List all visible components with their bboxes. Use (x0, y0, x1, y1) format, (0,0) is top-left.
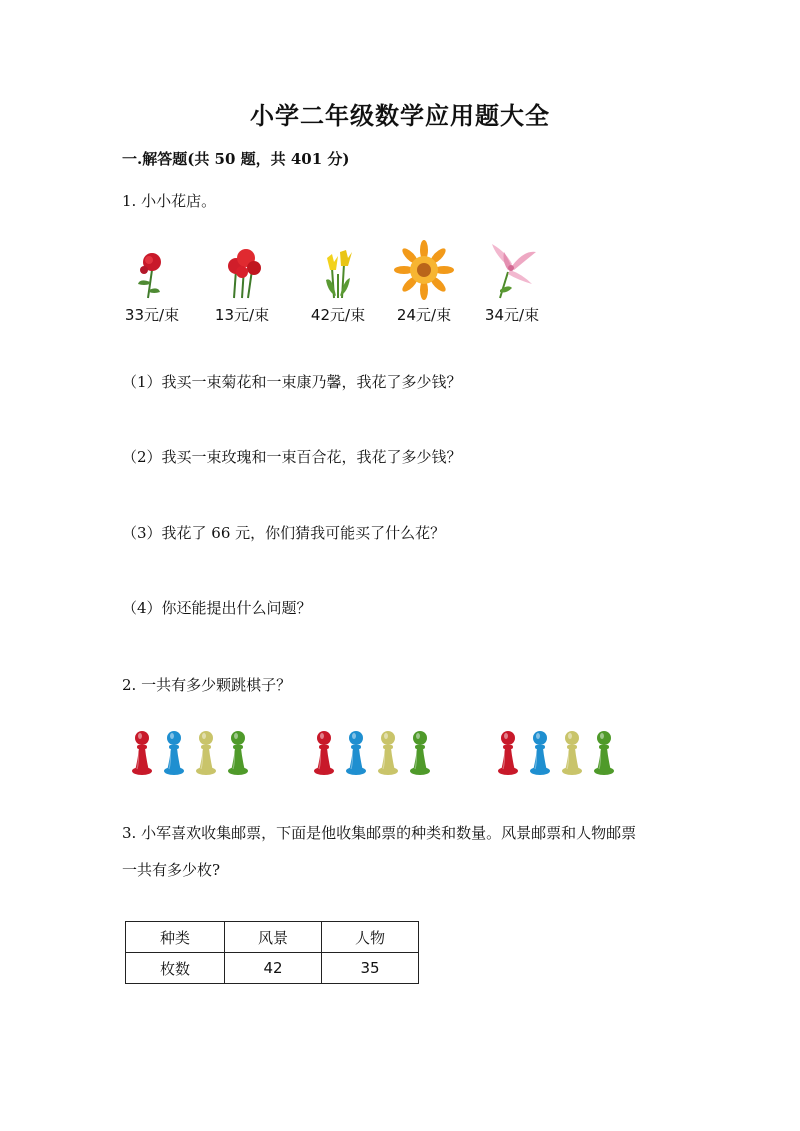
checker-piece-icon (408, 728, 432, 776)
flower-price: 42元/束 (310, 306, 366, 324)
section-heading: 一.解答题(共 50 题，共 401 分) (122, 150, 350, 168)
page-title: 小学二年级数学应用题大全 (250, 101, 550, 130)
question-3-text-line-1: 3. 小军喜欢收集邮票，下面是他收集邮票的种类和数量。风景邮票和人物邮票 (122, 824, 637, 842)
flower-item-carnation (202, 240, 282, 330)
checker-piece-group (130, 728, 260, 784)
checker-piece-icon (592, 728, 616, 776)
table-row (126, 953, 419, 984)
checker-piece-icon (130, 728, 154, 776)
stamp-count-table (125, 921, 419, 984)
flower-price: 24元/束 (396, 306, 452, 324)
checker-piece-icon (528, 728, 552, 776)
question-3-text-line-2: 一共有多少枚? (122, 861, 221, 879)
chrysanthemum-icon (394, 240, 454, 302)
checker-piece-icon (560, 728, 584, 776)
checker-pieces-row (122, 728, 642, 784)
table-header-cell: 风景 (225, 922, 322, 953)
flower-item-rose (112, 240, 192, 330)
table-header-cell: 人物 (322, 922, 419, 953)
flower-price: 33元/束 (124, 306, 180, 324)
checker-piece-group (496, 728, 626, 784)
lily-icon (482, 240, 542, 302)
question-1-text: 1. 小小花店。 (122, 192, 217, 210)
question-1-sub-4: （4）你还能提出什么问题？ (122, 599, 312, 617)
flower-item-lily (472, 240, 552, 330)
question-1-sub-3: （3）我花了 66 元，你们猜我可能买了什么花？ (122, 524, 446, 542)
question-1-sub-1: （1）我买一束菊花和一束康乃馨，我花了多少钱？ (122, 373, 462, 391)
carnation-icon (212, 240, 272, 302)
checker-piece-icon (162, 728, 186, 776)
rose-icon (122, 240, 182, 302)
tulip-icon (308, 240, 368, 302)
table-header-cell: 种类 (126, 922, 225, 953)
checker-piece-icon (194, 728, 218, 776)
flower-price: 34元/束 (484, 306, 540, 324)
table-header-row (126, 922, 419, 953)
checker-piece-icon (344, 728, 368, 776)
checker-piece-icon (376, 728, 400, 776)
flower-item-chrysanthemum (384, 240, 464, 330)
checker-piece-icon (226, 728, 250, 776)
table-cell: 42 (225, 953, 322, 984)
flower-item-tulip (298, 240, 378, 330)
table-cell: 枚数 (126, 953, 225, 984)
flower-price: 13元/束 (214, 306, 270, 324)
checker-piece-icon (496, 728, 520, 776)
flower-price-row (122, 240, 582, 330)
checker-piece-icon (312, 728, 336, 776)
checker-piece-group (312, 728, 442, 784)
question-2-text: 2. 一共有多少颗跳棋子？ (122, 676, 292, 694)
question-1-sub-2: （2）我买一束玫瑰和一束百合花，我花了多少钱？ (122, 448, 462, 466)
table-cell: 35 (322, 953, 419, 984)
